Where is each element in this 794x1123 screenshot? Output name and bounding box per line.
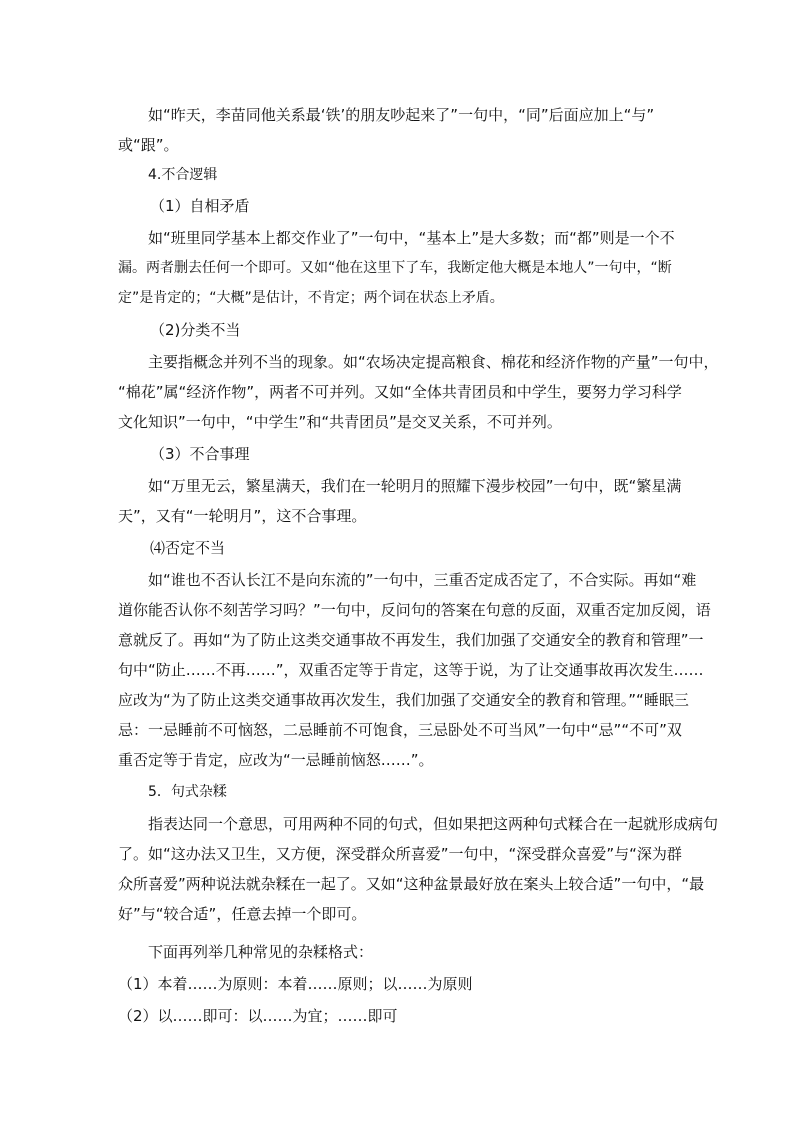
list-item: （2）以……即可：以……为宜；……即可 xyxy=(118,1007,398,1025)
paragraph-line: 如“昨天，李苗同他关系最‘铁’的朋友吵起来了”一句中，“同”后面应加上“与” xyxy=(148,106,655,124)
paragraph-line: 如“班里同学基本上都交作业了”一句中，“基本上”是大多数；而“都”则是一个不 xyxy=(148,229,675,247)
paragraph-line: 指表达同一个意思，可用两种不同的句式，但如果把这两种句式糅合在一起就形成病句 xyxy=(148,815,719,833)
paragraph-line: 忌：一忌睡前不可恼怒，二忌睡前不可饱食，三忌卧处不可当风”一句中“忌”“不可”双 xyxy=(118,721,682,739)
section-heading: 4.不合逻辑 xyxy=(148,167,218,183)
paragraph-line: 文化知识”一句中，“中学生”和“共青团员”是交叉关系，不可并列。 xyxy=(118,413,562,431)
paragraph-line: 好”与“较合适”，任意去掉一个即可。 xyxy=(118,905,367,923)
subsection-title: （3）不合事理 xyxy=(150,445,250,463)
paragraph-line: “棉花”属“经济作物”，两者不可并列。又如“全体共青团员和中学生，要努力学习科学 xyxy=(118,383,682,401)
paragraph-line: 众所喜爱”两种说法就杂糅在一起了。又如“这种盆景最好放在案头上较合适”一句中，“最 xyxy=(118,875,705,893)
paragraph-line: 或“跟”。 xyxy=(118,136,179,154)
paragraph-line: 句中“防止……不再……”，双重否定等于肯定，这等于说，为了让交通事故再次发生…… xyxy=(118,661,704,679)
section-heading: 5．句式杂糅 xyxy=(148,784,227,800)
paragraph-line: 漏。两者删去任何一个即可。又如“他在这里下了车，我断定他大概是本地人”一句中，“断 xyxy=(118,260,672,276)
paragraph-line: 如“万里无云，繁星满天，我们在一轮明月的照耀下漫步校园”一句中，既“繁星满 xyxy=(148,477,682,495)
subsection-title: （1）自相矛盾 xyxy=(150,197,250,215)
paragraph-line: 如“谁也不否认长江不是向东流的”一句中，三重否定成否定了，不合实际。再如“难 xyxy=(148,571,697,589)
subsection-title: ⑷否定不当 xyxy=(150,539,226,557)
paragraph-line: 定”是肯定的；“大概”是估计，不肯定；两个词在状态上矛盾。 xyxy=(118,290,504,306)
paragraph-line: 下面再列举几种常见的杂糅格式： xyxy=(148,943,374,961)
paragraph-line: 了。如“这办法又卫生，又方便，深受群众所喜爱”一句中，“深受群众喜爱”与“深为群 xyxy=(118,845,682,863)
paragraph-line: 天”，又有“一轮明月”，这不合事理。 xyxy=(118,507,367,525)
subsection-title: （2)分类不当 xyxy=(150,321,241,339)
list-item: （1）本着……为原则：本着……原则；以……为原则 xyxy=(118,975,473,993)
paragraph-line: 道你能否认你不刻苦学习吗？”一句中，反问句的答案在句意的反面，双重否定加反阅，语 xyxy=(118,601,711,619)
paragraph-line: 应改为“为了防止这类交通事故再次发生，我们加强了交通安全的教育和管理。”“睡眠三 xyxy=(118,691,689,709)
paragraph-line: 主要指概念并列不当的现象。如“农场决定提高粮食、棉花和经济作物的产量”一句中， xyxy=(148,353,719,371)
paragraph-line: 意就反了。再如“为了防止这类交通事故不再发生，我们加强了交通安全的教育和管理”一 xyxy=(118,631,704,649)
paragraph-line: 重否定等于肯定，应改为“一忌睡前恼怒……”。 xyxy=(118,751,434,769)
